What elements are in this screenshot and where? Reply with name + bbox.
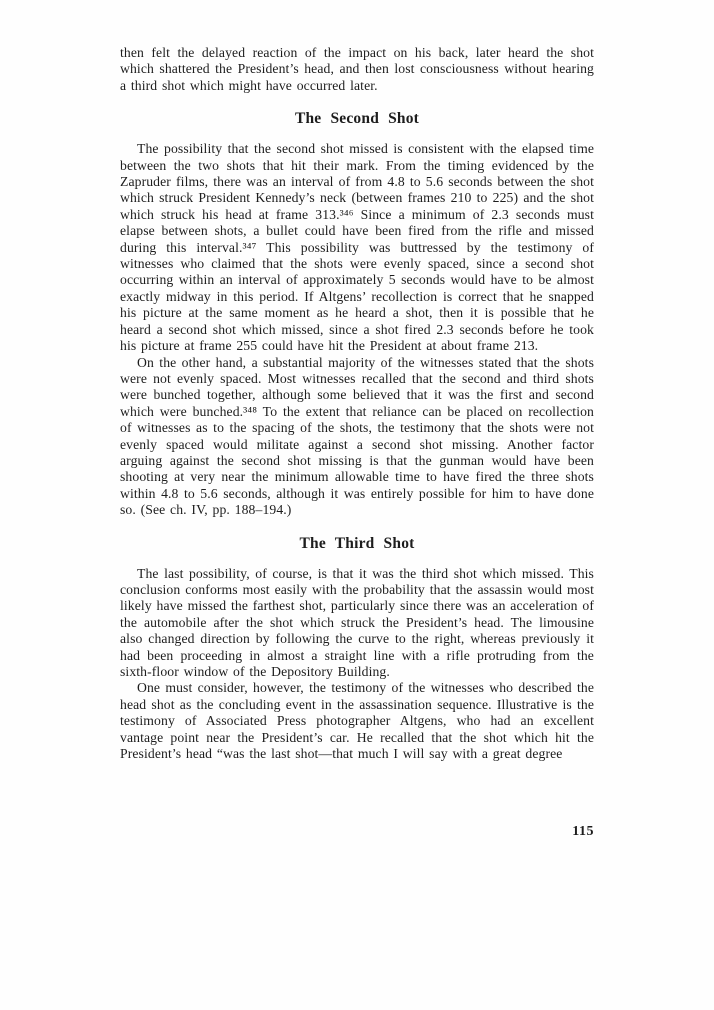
section-heading: The Third Shot	[299, 534, 415, 552]
page-number: 115	[572, 824, 594, 839]
section-heading: The Second Shot	[294, 110, 420, 128]
body-paragraph: One must consider, however, the testimony of the witnesses who described the head shot as the concluding event in the assassination sequence. Illustrative is the testimony of Associated Press photographer Altgens, who had an excellent vantage point near the President’s car. He recalled that the shot which hit the President’s head “was the last shot—that much I will say with a great degree	[120, 680, 594, 762]
body-paragraph: On the other hand, a substantial majority of the witnesses stated that the shots were not evenly spaced. Most witnesses recalled that the second and third shots were bunched together, although some believed that it was the first and second which were bunched.³⁴⁸ To the extent that reliance can be placed on recollection of witnesses as to the spacing of the shots, the testimony that the shots were not evenly spaced would militate against a second shot missing. Another factor arguing against the second shot missing is that the gunman would have been shooting at very near the minimum allowable time to have fired the three shots within 4.8 to 5.6 seconds, although it was entirely possible for him to have done so. (See ch. IV, pp. 188–194.)	[120, 354, 594, 518]
body-paragraph: then felt the delayed reaction of the impact on his back, later heard the shot which shattered the President’s head, and then lost consciousness without hearing a third shot which might have occurred later.	[120, 45, 594, 93]
body-paragraph: The last possibility, of course, is that it was the third shot which missed. This conclusion conforms most easily with the probability that the assassin would most likely have missed the farthest shot, particularly since there was an acceleration of the automobile after the shot which struck the President’s head. The limousine also changed direction by following the curve to the right, whereas previously it had been proceeding in almost a straight line with a rifle protruding from the sixth-floor window of the Depository Building.	[120, 565, 594, 679]
body-paragraph: The possibility that the second shot missed is consistent with the elapsed time between the two shots that hit their mark. From the timing evidenced by the Zapruder films, there was an interval of from 4.8 to 5.6 seconds between the shot which struck President Kennedy’s neck (between frames 210 to 225) and the shot which struck his head at frame 313.³⁴⁶ Since a minimum of 2.3 seconds must elapse between shots, a bullet could have been fired from the rifle and missed during this interval.³⁴⁷ This possibility was buttressed by the testimony of witnesses who claimed that the shots were evenly spaced, since a second shot occurring within an interval of approximately 5 seconds would have to be almost exactly midway in this period. If Altgens’ recollection is correct that he snapped his picture at the same moment as he heard a shot, then it is possible that he heard a second shot which missed, since a shot fired 2.3 seconds before he took his picture at frame 255 could have hit the President at about frame 213.	[120, 141, 594, 354]
page-text	[120, 45, 594, 762]
